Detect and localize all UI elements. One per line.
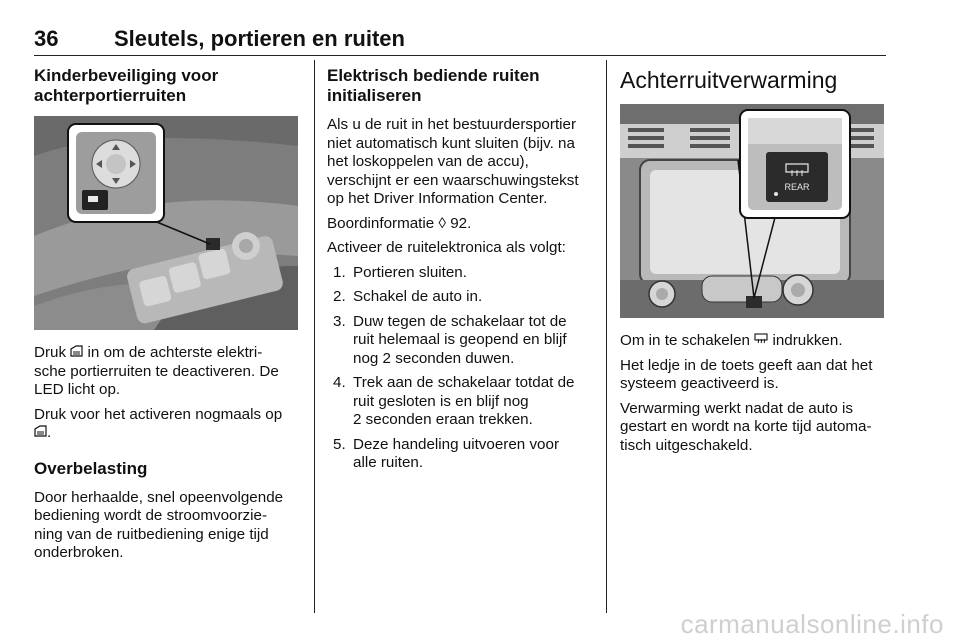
list-item xyxy=(327,436,595,473)
paragraph xyxy=(327,116,595,209)
text: Deze handeling uitvoeren voor xyxy=(353,435,560,453)
child-lock-window-icon xyxy=(34,424,47,443)
text: Duw tegen de schakelaar tot de xyxy=(353,312,567,330)
heading-line: Kinderbeveiliging voor xyxy=(34,66,219,85)
text: het loskoppelen van de accu), xyxy=(327,153,529,170)
text: Boordinformatie xyxy=(327,214,435,232)
page-header xyxy=(34,26,886,54)
paragraph xyxy=(34,406,302,443)
text: . xyxy=(47,424,52,441)
step-number: 3. xyxy=(333,312,346,330)
list-item xyxy=(327,374,595,430)
list-item xyxy=(327,288,595,307)
text: sche portierruiten te deactiveren. De xyxy=(34,362,279,380)
text: Druk xyxy=(34,344,67,361)
heading-line: initialiseren xyxy=(327,86,422,105)
column-2 xyxy=(327,66,595,479)
text: verschijnt er een waarschuwingstekst xyxy=(327,171,579,189)
step-number: 2. xyxy=(333,288,346,305)
paragraph xyxy=(327,215,595,234)
paragraph xyxy=(34,344,302,400)
text: in om de achterste elektri- xyxy=(87,344,263,361)
text: niet automatisch kunt sluiten (bijv. na xyxy=(327,134,575,152)
text: Door herhaalde, snel opeenvolgende xyxy=(34,488,284,506)
list-item xyxy=(327,313,595,369)
text: Verwarming werkt nadat de auto is xyxy=(620,399,853,417)
paragraph xyxy=(620,357,888,394)
rear-window-heater-icon xyxy=(754,332,768,351)
paragraph xyxy=(34,489,302,563)
step-number: 5. xyxy=(333,435,346,453)
section-heading-rear-defrost: Achterruitverwarming xyxy=(620,67,838,93)
paragraph: Activeer de ruitelektronica als volgt: xyxy=(327,239,566,256)
running-title: Sleutels, portieren en ruiten xyxy=(114,26,405,51)
header-rule xyxy=(34,55,886,56)
text: Trek aan de schakelaar totdat de xyxy=(353,374,575,391)
text: systeem geactiveerd is. xyxy=(620,375,779,392)
column-3 xyxy=(620,66,888,461)
text: Het ledje in de toets geeft aan dat het xyxy=(620,356,873,374)
page-reference-link[interactable]: 92. xyxy=(450,214,472,232)
heading-line: achterportierruiten xyxy=(34,86,187,105)
text: gestart en wordt na korte tijd automa- xyxy=(620,418,872,435)
text: Om in te schakelen xyxy=(620,332,750,349)
text: ruit gesloten is en blijf nog xyxy=(353,392,529,410)
text: nog 2 seconden duwen. xyxy=(353,349,515,367)
list-item xyxy=(327,264,595,283)
paragraph xyxy=(620,400,888,456)
text: Druk voor het activeren nogmaals op xyxy=(34,405,283,423)
text: LED licht op. xyxy=(34,381,121,398)
steps-list xyxy=(327,264,595,473)
dashboard-illustration xyxy=(620,104,884,318)
text: alle ruiten. xyxy=(353,454,424,471)
text: onderbroken. xyxy=(34,544,124,561)
rear-button-label: REAR xyxy=(784,182,810,192)
text: bediening wordt de stroomvoorzie- xyxy=(34,507,267,524)
text: ruit helemaal is geopend en blijf xyxy=(353,331,567,348)
text: 2 seconden eraan trekken. xyxy=(353,411,533,428)
step-number: 1. xyxy=(333,263,346,281)
text: Schakel de auto in. xyxy=(353,288,483,305)
text: Portieren sluiten. xyxy=(353,263,467,281)
section-subheading-overload: Overbelasting xyxy=(34,458,148,478)
text: ning van de ruitbediening enige tijd xyxy=(34,525,269,543)
text: tisch uitgeschakeld. xyxy=(620,436,753,454)
column-divider-1 xyxy=(314,60,315,613)
text: Als u de ruit in het bestuurdersportier xyxy=(327,116,577,133)
step-number: 4. xyxy=(333,374,346,391)
door-switch-illustration xyxy=(34,116,298,330)
child-lock-window-icon xyxy=(70,344,83,363)
paragraph xyxy=(620,332,888,351)
heading-line: Elektrisch bediende ruiten xyxy=(327,66,540,85)
text: op het Driver Information Center. xyxy=(327,190,548,207)
page-number: 36 xyxy=(34,26,59,51)
section-heading-window-init xyxy=(327,66,595,106)
text: indrukken. xyxy=(772,332,843,349)
section-heading-child-lock xyxy=(34,66,302,106)
page-reference-arrow-icon: ◊ xyxy=(438,214,446,232)
column-1 xyxy=(34,66,302,569)
watermark: carmanualsonline.info xyxy=(680,609,944,639)
column-divider-2 xyxy=(606,60,607,613)
